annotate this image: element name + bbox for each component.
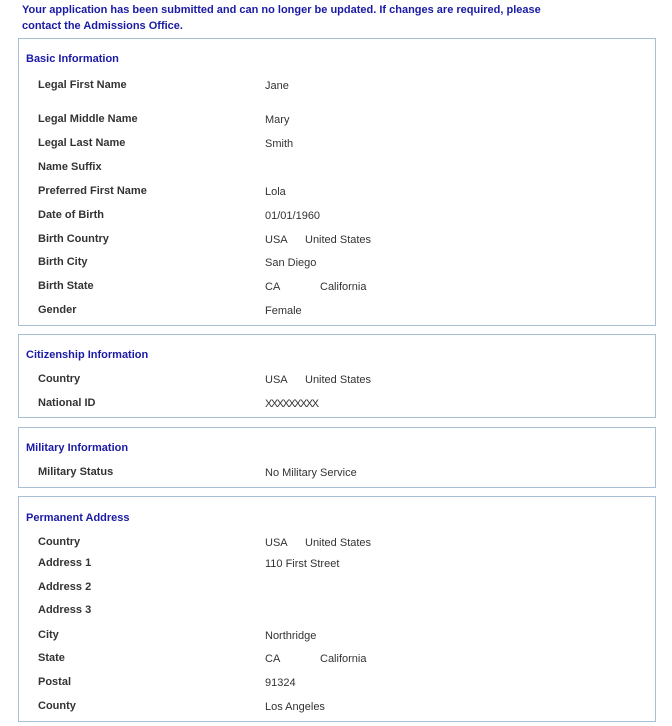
country-name: United States — [305, 374, 372, 386]
military-status-value: No Military Service — [265, 467, 357, 479]
city-row — [19, 628, 655, 642]
gender-row — [19, 303, 655, 317]
national-id-value: XXXXXXXXX — [265, 398, 318, 410]
field-label: Name Suffix — [38, 161, 102, 173]
postal-row — [19, 675, 655, 689]
field-label: Legal Last Name — [38, 137, 126, 149]
permanent-address-section — [18, 496, 656, 722]
citizenship-country-row — [19, 372, 655, 386]
date-of-birth-value: 01/01/1960 — [265, 210, 321, 222]
birth-city-value: San Diego — [265, 257, 317, 269]
legal-last-name-value: Smith — [265, 138, 294, 150]
county-value: Los Angeles — [265, 701, 325, 713]
legal-last-name-row — [19, 136, 655, 150]
birth-country-value — [265, 233, 371, 247]
state-name: California — [320, 653, 367, 665]
state-code: CA — [265, 653, 281, 665]
field-label: Date of Birth — [38, 209, 104, 221]
birth-city-row — [19, 255, 655, 269]
state-value — [265, 652, 366, 666]
citizenship-country-value — [265, 373, 371, 387]
preferred-first-name-value: Lola — [265, 186, 286, 198]
field-label: City — [38, 629, 59, 641]
field-label: Preferred First Name — [38, 185, 147, 197]
birth-state-row — [19, 279, 655, 293]
date-of-birth-row — [19, 208, 655, 222]
gender-value: Female — [265, 305, 302, 317]
field-label: County — [38, 700, 76, 712]
address-3-row — [19, 603, 655, 617]
military-status-row — [19, 465, 655, 479]
section-title: Permanent Address — [26, 512, 130, 524]
country-code: USA — [265, 374, 288, 386]
address-country-value — [265, 536, 371, 550]
legal-middle-name-row — [19, 112, 655, 126]
address-2-row — [19, 580, 655, 594]
national-id-row — [19, 396, 655, 410]
country-name: United States — [305, 234, 372, 246]
basic-information-section — [18, 38, 656, 326]
city-value: Northridge — [265, 630, 317, 642]
country-code: USA — [265, 234, 288, 246]
field-label: National ID — [38, 397, 96, 409]
birth-state-value — [265, 280, 366, 294]
field-label: Birth Country — [38, 233, 109, 245]
name-suffix-row — [19, 160, 655, 174]
field-label: Military Status — [38, 466, 114, 478]
legal-middle-name-value: Mary — [265, 114, 290, 126]
address-1-row — [19, 556, 655, 570]
field-label: Address 3 — [38, 604, 92, 616]
state-name: California — [320, 281, 367, 293]
citizenship-information-section — [18, 334, 656, 418]
field-label: Legal First Name — [38, 79, 127, 91]
legal-first-name-value: Jane — [265, 80, 289, 92]
field-label: Gender — [38, 304, 77, 316]
field-label: Address 1 — [38, 557, 92, 569]
postal-value: 91324 — [265, 677, 296, 689]
legal-first-name-row — [19, 78, 655, 92]
submission-notice: Your application has been submitted and can no longer be updated. If changes are required, please contact the Admissions Office. — [22, 4, 541, 32]
state-row — [19, 651, 655, 665]
field-label: Postal — [38, 676, 72, 688]
address-1-value: 110 First Street — [265, 558, 340, 570]
section-title: Citizenship Information — [26, 349, 149, 361]
field-label: Legal Middle Name — [38, 113, 138, 125]
military-information-section — [18, 427, 656, 488]
country-name: United States — [305, 537, 372, 549]
field-label: Birth State — [38, 280, 94, 292]
field-label: Birth City — [38, 256, 88, 268]
field-label: Country — [38, 373, 81, 385]
field-label: Address 2 — [38, 581, 92, 593]
state-code: CA — [265, 281, 281, 293]
field-label: Country — [38, 536, 81, 548]
section-title: Basic Information — [26, 53, 119, 65]
birth-country-row — [19, 232, 655, 246]
county-row — [19, 699, 655, 713]
field-label: State — [38, 652, 65, 664]
section-title: Military Information — [26, 442, 129, 454]
address-country-row — [19, 535, 655, 549]
preferred-first-name-row — [19, 184, 655, 198]
country-code: USA — [265, 537, 288, 549]
